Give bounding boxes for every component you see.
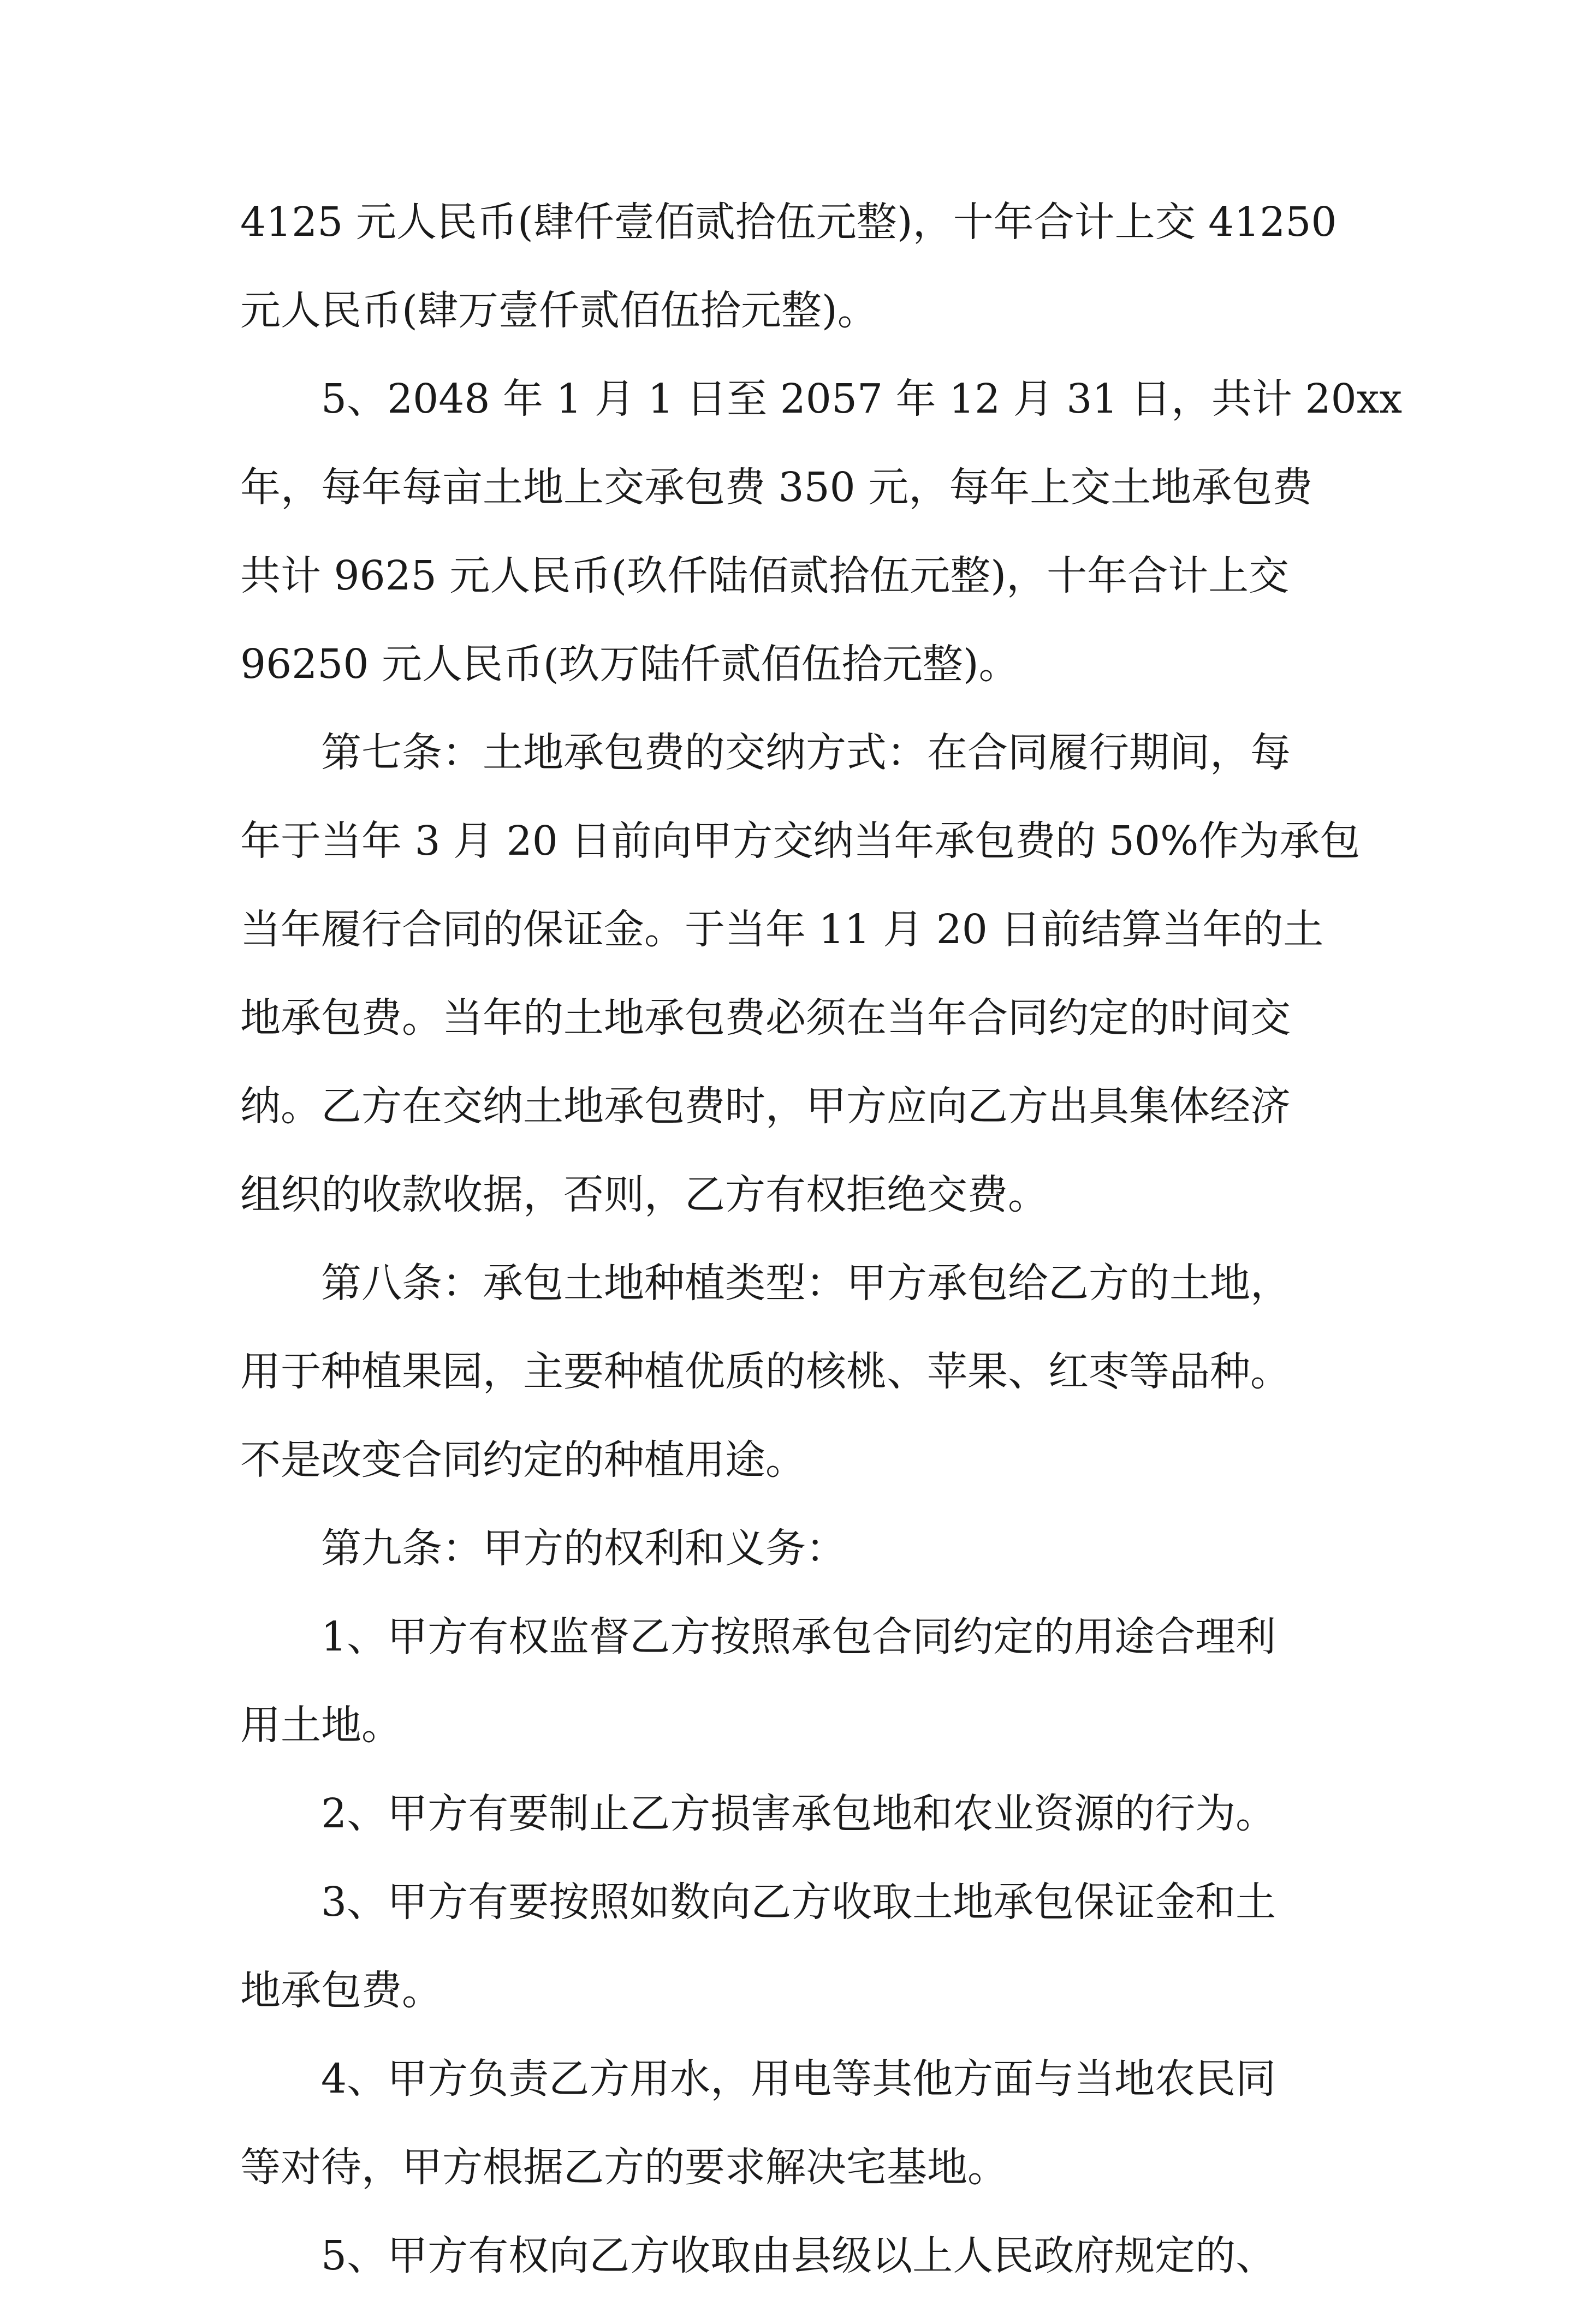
text-line: 纳。乙方在交纳土地承包费时，甲方应向乙方出具集体经济 bbox=[240, 1083, 1291, 1130]
text-line: 地承包费。 bbox=[240, 1967, 442, 2014]
text-line: 年于当年 3 月 20 日前向甲方交纳当年承包费的 50%作为承包 bbox=[240, 818, 1361, 865]
text-line: 3、甲方有要按照如数向乙方收取土地承包保证金和土 bbox=[321, 1879, 1276, 1926]
text-line: 5、2048 年 1 月 1 日至 2057 年 12 月 31 日，共计 20xx bbox=[321, 376, 1403, 422]
text-line: 地承包费。当年的土地承包费必须在当年合同约定的时间交 bbox=[240, 994, 1291, 1041]
text-line: 第九条：甲方的权利和义务： bbox=[321, 1525, 846, 1572]
paragraph-fee-5 bbox=[240, 376, 1403, 688]
paragraph-article-8 bbox=[240, 1260, 1343, 1483]
text-line: 4、甲方负责乙方用水，用电等其他方面与当地农民同 bbox=[321, 2055, 1276, 2102]
text-line: 第七条：土地承包费的交纳方式：在合同履行期间，每 bbox=[321, 729, 1291, 776]
paragraph-right-4 bbox=[240, 2055, 1343, 2191]
text-line: 1、甲方有权监督乙方按照承包合同约定的用途合理利 bbox=[321, 1613, 1276, 1660]
text-line: 4125 元人民币(肆仟壹佰贰拾伍元整)，十年合计上交 41250 bbox=[240, 199, 1337, 246]
paragraph-article-7 bbox=[240, 729, 1361, 1218]
text-line: 96250 元人民币(玖万陆仟贰佰伍拾元整)。 bbox=[240, 641, 1019, 688]
text-line: 年，每年每亩土地上交承包费 350 元，每年上交土地承包费 bbox=[240, 464, 1313, 511]
text-line: 第八条：承包土地种植类型：甲方承包给乙方的土地， bbox=[321, 1260, 1291, 1307]
text-line: 组织的收款收据，否则，乙方有权拒绝交费。 bbox=[240, 1171, 1048, 1218]
text-line: 等对待，甲方根据乙方的要求解决宅基地。 bbox=[240, 2144, 1008, 2191]
text-line: 5、甲方有权向乙方收取由县级以上人民政府规定的、 bbox=[321, 2232, 1276, 2279]
paragraph-right-2 bbox=[240, 1790, 1343, 1837]
text-line: 用土地。 bbox=[240, 1702, 402, 1749]
text-line: 2、甲方有要制止乙方损害承包地和农业资源的行为。 bbox=[321, 1790, 1276, 1837]
text-line: 共计 9625 元人民币(玖仟陆佰贰拾伍元整)，十年合计上交 bbox=[240, 552, 1290, 599]
paragraph-article-9-heading bbox=[240, 1525, 1343, 1572]
document-body bbox=[240, 199, 1403, 2324]
paragraph-right-5 bbox=[240, 2232, 1343, 2279]
paragraph-fee-4-continuation bbox=[240, 199, 1343, 334]
paragraph-right-3 bbox=[240, 1879, 1343, 2014]
text-line: 元人民币(肆万壹仟贰佰伍拾元整)。 bbox=[240, 287, 878, 334]
text-line: 不是改变合同约定的种植用途。 bbox=[240, 1437, 806, 1483]
text-line: 当年履行合同的保证金。于当年 11 月 20 日前结算当年的土 bbox=[240, 906, 1324, 953]
text-line: 用于种植果园，主要种植优质的核桃、苹果、红枣等品种。 bbox=[240, 1348, 1291, 1395]
paragraph-right-1 bbox=[240, 1613, 1343, 1749]
